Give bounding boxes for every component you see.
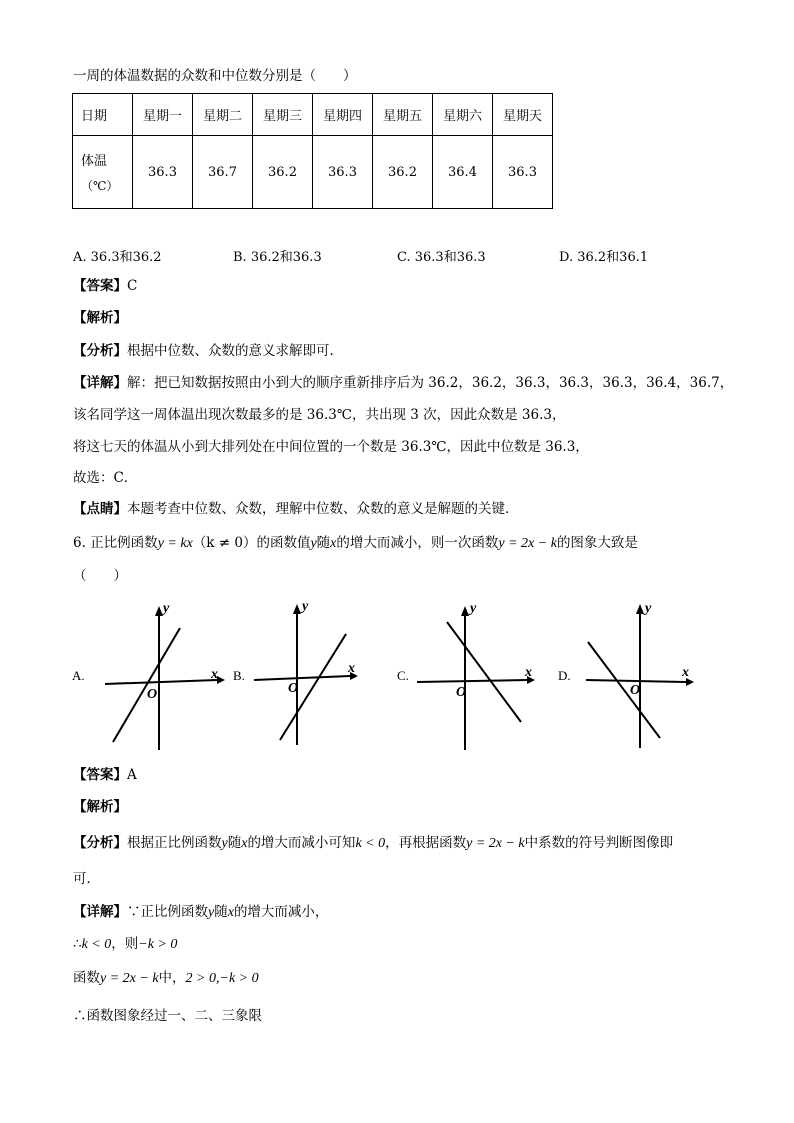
analysis-tag: 【解析】 <box>73 310 127 326</box>
table-cell: 36.7 <box>193 136 253 209</box>
q5-xiangjie-line-2: 该名同学这一周体温出现次数最多的是 36.3℃，共出现 3 次，因此众数是 36.3， <box>73 407 566 423</box>
y-axis-arrow <box>293 604 301 614</box>
q6-step-1 <box>73 934 177 955</box>
q6-stem-text: 随 <box>316 535 331 551</box>
math-expression: 2 > 0,−k > 0 <box>185 971 259 986</box>
dianjing-text: 本题考查中位数、众数，理解中位数、众数的意义是解题的关键． <box>127 501 519 517</box>
x-axis <box>105 680 217 684</box>
math-var: y <box>310 536 317 551</box>
graph-label-b: B. <box>233 668 245 683</box>
fenxi-text: 的增大而减小可知 <box>247 835 356 851</box>
y-label: y <box>470 601 477 616</box>
x-label: x <box>348 661 355 676</box>
graph-d <box>582 600 702 755</box>
fenxi-text: ，再根据函数 <box>385 835 467 851</box>
table-cell: 36.2 <box>253 136 313 209</box>
origin-label: O <box>456 685 467 700</box>
answer-value: A <box>127 767 137 783</box>
fenxi-text: 中系数的符号判断图像即 <box>524 835 674 851</box>
question-intro: 一周的体温数据的众数和中位数分别是（ ） <box>73 68 357 84</box>
table-cell: 36.3 <box>133 136 193 209</box>
xiangjie-text: ∵正比例函数 <box>127 904 208 920</box>
q6-answer-line <box>73 765 137 785</box>
q6-cond: （k ≠ 0） <box>192 535 257 551</box>
q5-xiangjie-line-4: 故选：C． <box>73 470 138 486</box>
table-header-cell: 星期五 <box>373 94 433 136</box>
q6-stem <box>73 533 638 554</box>
table-cell: 36.2 <box>373 136 433 209</box>
q6-number: 6. <box>73 535 86 551</box>
q6-fenxi-cont: 可． <box>73 871 100 887</box>
row-unit: （℃） <box>81 179 119 193</box>
answer-tag: 【答案】 <box>73 278 127 294</box>
step-text: 函数 <box>73 970 100 986</box>
xiangjie-tag: 【详解】 <box>73 375 127 391</box>
q6-stem-text: 的增大而减小，则一次函数 <box>336 535 499 551</box>
function-line <box>588 642 660 738</box>
xiangjie-text: 的增大而减小， <box>233 904 329 920</box>
table-cell: 36.3 <box>313 136 373 209</box>
q6-analysis-tag <box>73 797 127 817</box>
dianjing-tag: 【点睛】 <box>73 501 127 517</box>
y-label: y <box>645 601 652 616</box>
x-axis <box>417 680 527 682</box>
math-expression: k < 0 <box>355 836 386 851</box>
graph-label-c: C. <box>397 668 409 683</box>
graph-a <box>105 600 225 755</box>
x-label: x <box>525 665 532 680</box>
fenxi-tag: 【分析】 <box>73 835 127 851</box>
y-label: y <box>302 599 309 614</box>
q5-dianjing-line <box>73 499 519 519</box>
function-line <box>113 628 180 742</box>
analysis-tag: 【解析】 <box>73 799 127 815</box>
step-text: 中， <box>158 970 186 986</box>
x-label: x <box>211 667 218 682</box>
y-axis-arrow <box>461 606 469 616</box>
table-header-cell: 星期六 <box>433 94 493 136</box>
step-text: ，则 <box>111 936 139 952</box>
graph-label-a: A. <box>72 668 85 683</box>
answer-tag: 【答案】 <box>73 767 127 783</box>
q5-xiangjie-line-3: 将这七天的体温从小到大排列处在中间位置的一个数是 36.3℃，因此中位数是 36.3， <box>73 439 589 455</box>
math-var: x <box>241 836 248 851</box>
answer-value: C <box>127 278 138 294</box>
row-label: 体温 <box>81 154 108 169</box>
x-axis-arrow <box>217 676 225 684</box>
temperature-table <box>72 93 553 209</box>
graph-b <box>252 600 372 755</box>
math-var: y <box>208 905 215 920</box>
option-d: D. 36.2和36.1 <box>559 250 649 265</box>
table-header-cell: 星期一 <box>133 94 193 136</box>
math-expression: −k > 0 <box>138 937 178 952</box>
function-line <box>447 622 521 722</box>
q6-stem-text: 正比例函数 <box>90 535 158 551</box>
math-expression: y = 2x − k <box>498 536 557 551</box>
q6-stem-text: 的图象大致是 <box>556 535 638 551</box>
fenxi-text: 随 <box>227 835 242 851</box>
q5-answer-line <box>73 276 137 296</box>
xiangjie-tag: 【详解】 <box>73 904 127 920</box>
q6-blank: （ ） <box>73 568 127 584</box>
fenxi-text: 根据正比例函数 <box>127 835 222 851</box>
q6-stem-text: 的函数值 <box>256 535 311 551</box>
row-label-cell <box>73 136 133 209</box>
fenxi-tag: 【分析】 <box>73 343 127 359</box>
q5-xiangjie-line-1 <box>73 373 733 393</box>
q6-xiangjie-line <box>73 902 328 923</box>
math-expression: k < 0 <box>81 937 112 952</box>
math-var: x <box>227 905 234 920</box>
q5-analysis-tag <box>73 308 127 328</box>
math-expression: y = 2x − k <box>466 836 525 851</box>
xiangjie-text: 随 <box>214 904 228 920</box>
option-a: A. 36.3和36.2 <box>73 250 162 265</box>
origin-label: O <box>630 683 641 698</box>
table-row <box>73 136 553 209</box>
origin-label: O <box>147 687 158 702</box>
q6-step-3: ∴函数图象经过一、二、三象限 <box>73 1008 262 1024</box>
table-cell: 36.4 <box>433 136 493 209</box>
x-label: x <box>682 665 689 680</box>
y-axis-arrow <box>155 606 163 616</box>
option-b: B. 36.2和36.3 <box>233 250 322 265</box>
q5-fenxi-line <box>73 341 343 361</box>
graph-c <box>415 600 540 755</box>
table-cell: 36.3 <box>493 136 553 209</box>
table-header-cell: 日期 <box>73 94 133 136</box>
x-axis <box>254 676 350 680</box>
option-c: C. 36.3和36.3 <box>397 250 486 265</box>
q6-fenxi-line <box>73 833 673 854</box>
math-expression: y = kx <box>157 536 193 551</box>
math-var: y <box>221 836 228 851</box>
table-header-row <box>73 94 553 136</box>
step-text: ∴ <box>73 936 82 952</box>
x-axis <box>586 680 686 682</box>
table-header-cell: 星期三 <box>253 94 313 136</box>
fenxi-text: 根据中位数、众数的意义求解即可． <box>127 343 343 359</box>
y-label: y <box>163 601 170 616</box>
q6-step-2 <box>73 968 259 989</box>
table-header-cell: 星期四 <box>313 94 373 136</box>
graph-label-d: D. <box>558 668 571 683</box>
table-header-cell: 星期二 <box>193 94 253 136</box>
table-header-cell: 星期天 <box>493 94 553 136</box>
origin-label: O <box>288 681 299 696</box>
math-expression: y = 2x − k <box>100 971 159 986</box>
xiangjie-text: 解：把已知数据按照由小到大的顺序重新排序后为 36.2，36.2，36.3，36.3，36.3，36.4，36.7， <box>127 375 734 391</box>
y-axis-arrow <box>636 604 644 614</box>
math-var: x <box>330 536 337 551</box>
